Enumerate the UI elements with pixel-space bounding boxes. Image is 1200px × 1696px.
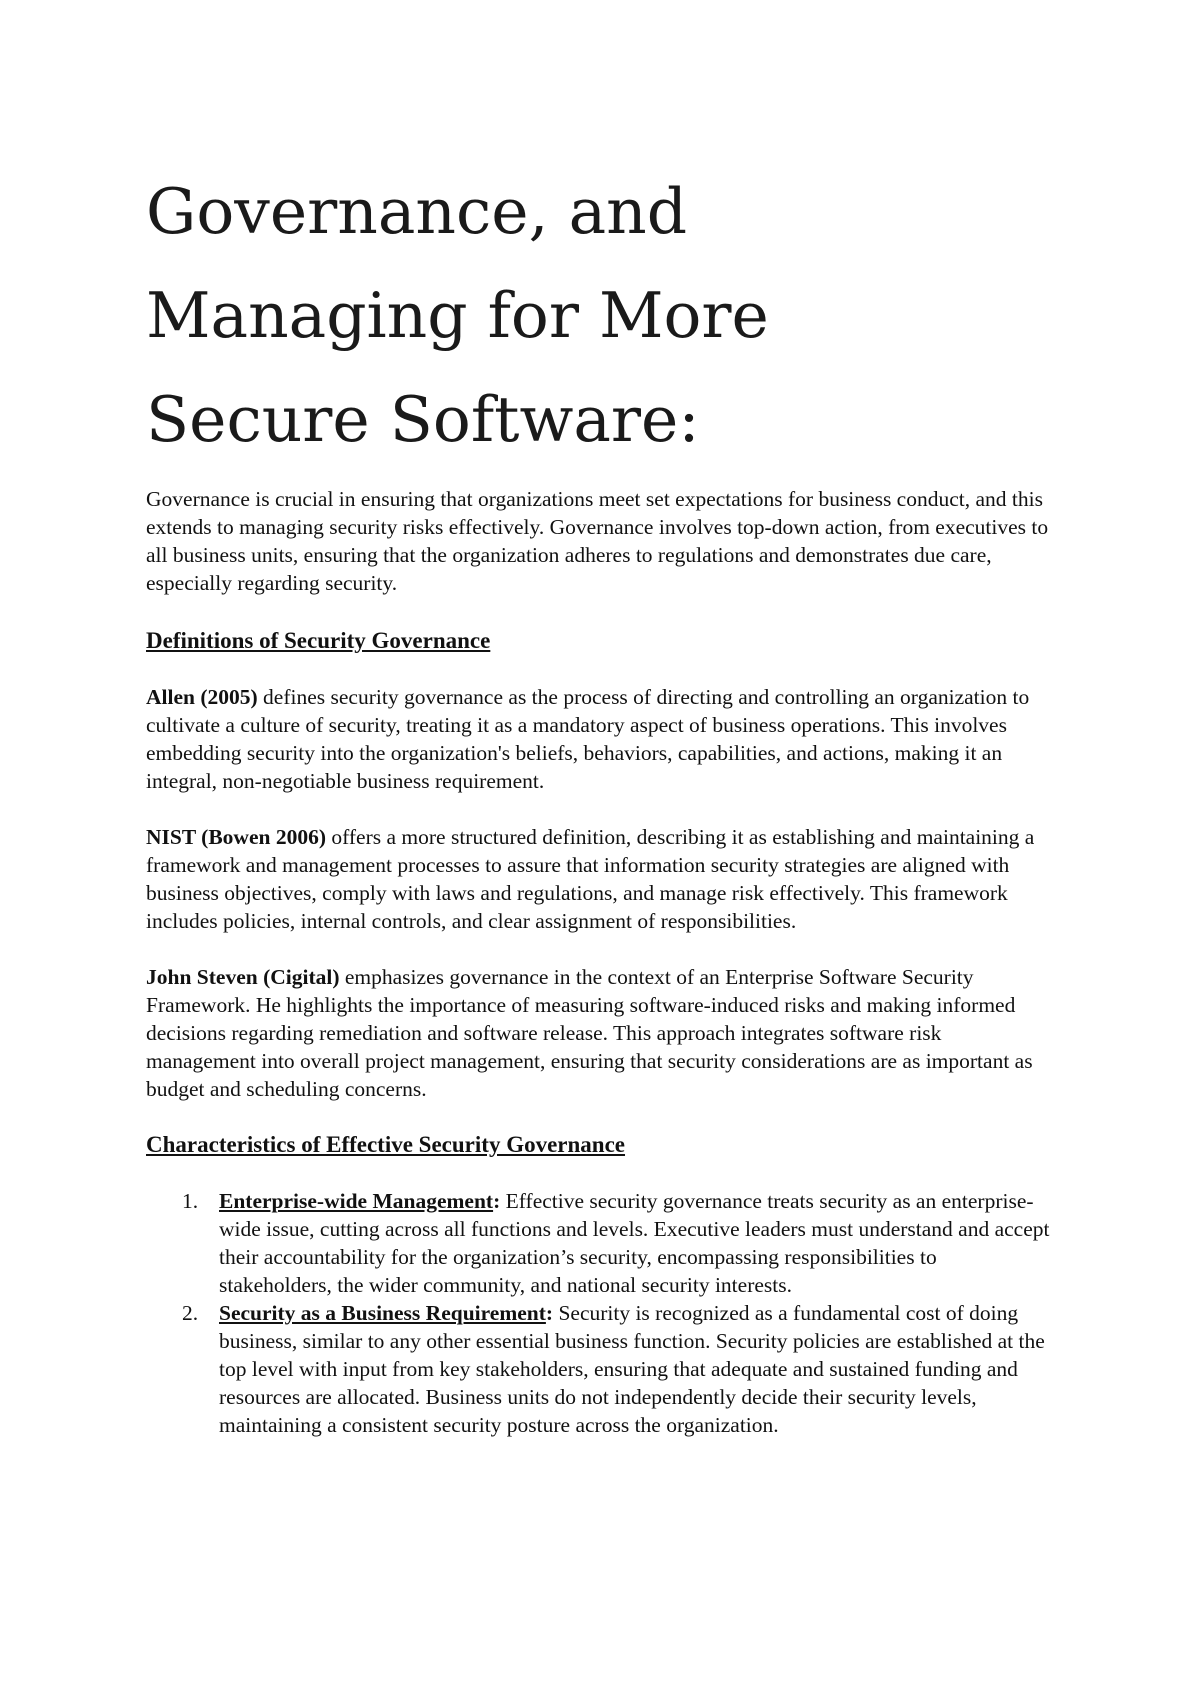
definition-text: emphasizes governance in the context of an Enterprise Software Security Framework. He highlights the importance of measuring software-induced risks and making informed decisions regarding remediation and software release. This approach integrates software risk management into overall project management, ensuring that security considerations are as important as budget and scheduling concerns. [146, 965, 1033, 1101]
document-title [146, 160, 1046, 472]
list-item-term: Security as a Business Requirement [219, 1301, 546, 1325]
definition-text: offers a more structured definition, describing it as establishing and maintaining a framework and management processes to assure that information security strategies are aligned with business objectives, comply with laws and regulations, and manage risk effectively. This framework includes policies, internal controls, and clear assignment of responsibilities. [146, 825, 1035, 933]
list-item-text: Security is recognized as a fundamental cost of doing business, similar to any other essential business function. Security policies are established at the top level with input from key stakeholders, ensuring that adequate and sustained funding and resources are allocated. Business units do not independently decide their security levels, maintaining a consistent security posture across the organization. [219, 1301, 1045, 1437]
list-item-colon: : [493, 1189, 501, 1213]
definition-paragraph [146, 823, 1051, 935]
characteristics-list [146, 1187, 1051, 1439]
definition-text: defines security governance as the process of directing and controlling an organization to cultivate a culture of security, treating it as a mandatory aspect of business operations. This involves embedding security into the organization's beliefs, behaviors, capabilities, and actions, making it an integral, non-negotiable business requirement. [146, 685, 1030, 793]
list-number: 1. [182, 1189, 199, 1213]
list-item [146, 1187, 1051, 1299]
document-body [146, 485, 1051, 1439]
list-number: 2. [182, 1301, 199, 1325]
definition-source: NIST (Bowen 2006) [146, 825, 326, 849]
list-item-term: Enterprise-wide Management [219, 1189, 494, 1213]
list-item-text: Effective security governance treats security as an enterprise-wide issue, cutting across all functions and levels. Executive leaders must understand and accept their accountability for the organization’s security, encompassing responsibilities to stakeholders, the wider community, and national security interests. [219, 1189, 1050, 1297]
definition-paragraph [146, 683, 1051, 795]
definition-source: John Steven (Cigital) [146, 965, 340, 989]
intro-paragraph: Governance is crucial in ensuring that organizations meet set expectations for business conduct, and this extends to managing security risks effectively. Governance involves top-down action, from executives to all business units, ensuring that the organization adheres to regulations and demonstrates due care, especially regarding security. [146, 487, 1049, 595]
definition-paragraph [146, 963, 1051, 1103]
section-heading-characteristics: Characteristics of Effective Security Governance [146, 1132, 626, 1157]
title-line: Secure Software: [146, 383, 700, 456]
title-line: Governance, and [146, 175, 688, 248]
definition-source: Allen (2005) [146, 685, 258, 709]
section-heading-definitions: Definitions of Security Governance [146, 628, 491, 653]
list-item [146, 1299, 1051, 1439]
title-line: Managing for More [146, 279, 769, 352]
list-item-colon: : [545, 1301, 554, 1325]
